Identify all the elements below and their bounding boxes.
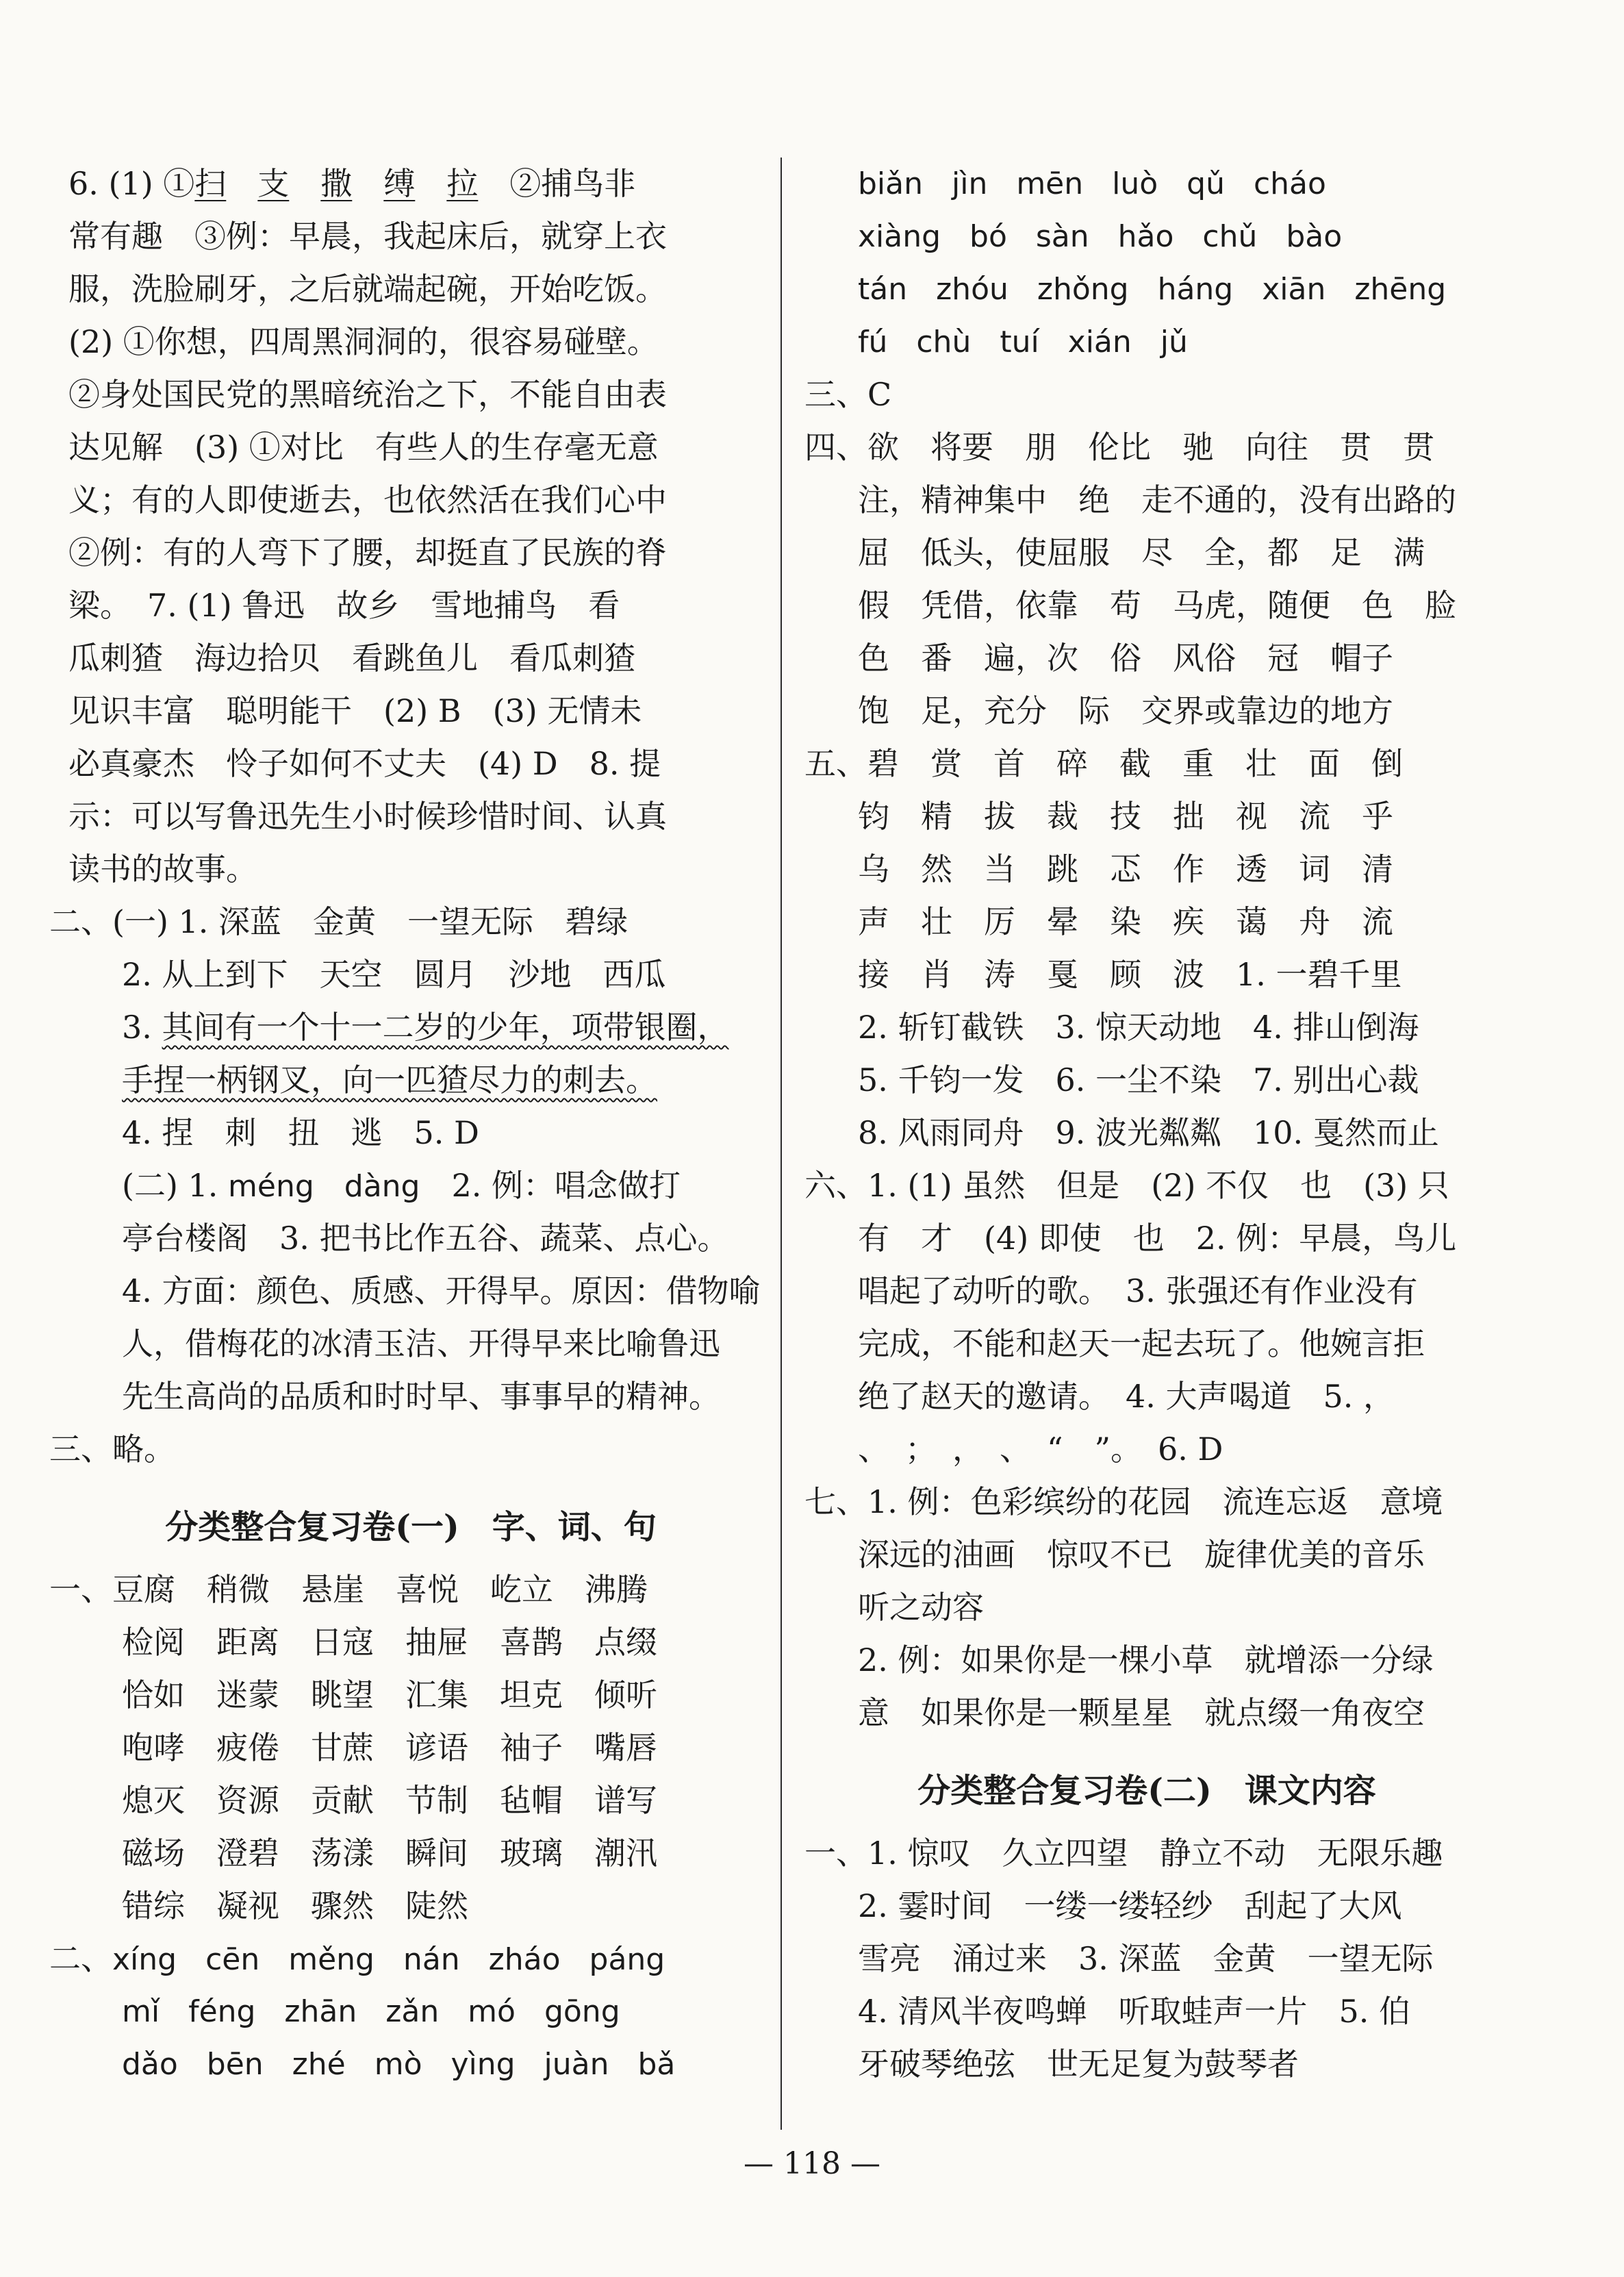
underlined-char: 撒 (320, 165, 353, 202)
pinyin-line: fú chù tuí xián jǔ (858, 325, 1188, 360)
answer-line: 听之动容 (858, 1589, 984, 1626)
underlined-char: 支 (257, 165, 290, 202)
answer-line: 读书的故事。 (68, 851, 257, 888)
answer-line: 六、1. (1) 虽然 但是 (2) 不仅 也 (3) 只 (804, 1167, 1449, 1204)
answer-line: 示：可以写鲁迅先生小时候珍惜时间、认真 (68, 798, 667, 835)
answer-line: 服，洗脸刷牙，之后就端起碗，开始吃饭。 (68, 271, 667, 307)
answer-line: 瓜刺猹 海边拾贝 看跳鱼儿 看瓜刺猹 (68, 640, 635, 677)
answer-line: 注，精神集中 绝 走不通的，没有出路的 (858, 481, 1456, 518)
answer-line: 有 才 (4) 即使 也 2. 例：早晨，鸟儿 (858, 1220, 1457, 1257)
answer-line: 深远的油画 惊叹不已 旋律优美的音乐 (858, 1536, 1425, 1573)
answer-line: 、 ； ， 、 “ ”。 6. D (858, 1431, 1223, 1468)
answer-line: 二、xíng cēn měng nán zháo páng (49, 1940, 665, 1977)
answer-line: 乌 然 当 跳 忑 作 透 词 清 (858, 851, 1393, 888)
answer-line: 咆哮 疲倦 甘蔗 谚语 袖子 嘴唇 (122, 1729, 657, 1766)
answer-line: 5. 千钧一发 6. 一尘不染 7. 别出心裁 (858, 1061, 1419, 1098)
answer-line: 四、欲 将要 朋 伦比 驰 向往 贯 贯 (804, 429, 1434, 466)
answer-line: (二) 1. méng dàng 2. 例：唱念做打 (122, 1167, 681, 1204)
pinyin-line: tán zhóu zhǒng háng xiān zhēng (858, 272, 1447, 307)
answer-line: 4. 清风半夜鸣蝉 听取蛙声一片 5. 伯 (858, 1993, 1411, 2030)
answer-line: 假 凭借，依靠 苟 马虎，随便 色 脸 (858, 587, 1456, 624)
pinyin-line: biǎn jìn mēn luò qǔ cháo (858, 166, 1326, 201)
underlined-char: 扫 (194, 165, 227, 202)
wavy-underlined-text: 其间有一个十一二岁的少年，项带银圈， (162, 1009, 729, 1046)
answer-line: 牙破琴绝弦 世无足复为鼓琴者 (858, 2046, 1299, 2083)
underlined-char: 拉 (446, 165, 479, 202)
answer-line: 二、(一) 1. 深蓝 金黄 一望无际 碧绿 (49, 903, 629, 940)
answer-line: 磁场 澄碧 荡漾 瞬间 玻璃 潮汛 (122, 1835, 657, 1872)
answer-line: 达见解 (3) ①对比 有些人的生存毫无意 (68, 429, 659, 466)
answer-line: ②例：有的人弯下了腰，却挺直了民族的脊 (68, 534, 667, 571)
answer-line: 3. 其间有一个十一二岁的少年，项带银圈， (122, 1009, 729, 1046)
answer-line: 常有趣 ③例：早晨，我起床后，就穿上衣 (68, 218, 667, 255)
answer-line (68, 1054, 753, 1107)
pinyin-line: xiàng bó sàn hǎo chǔ bào (858, 219, 1343, 254)
answer-line: 义；有的人即使逝去，也依然活在我们心中 (68, 481, 667, 518)
page-number: — 118 — (744, 2146, 880, 2181)
answer-line: 唱起了动听的歌。 3. 张强还有作业没有 (858, 1272, 1418, 1309)
pinyin-text: xíng cēn měng nán zháo páng (112, 1942, 665, 1977)
answer-line: 雪亮 涌过来 3. 深蓝 金黄 一望无际 (858, 1940, 1434, 1977)
answer-line: 色 番 遍，次 俗 风俗 冠 帽子 (858, 640, 1393, 677)
wavy-underlined-text: 手捏一柄钢叉，向一匹猹尽力的刺去。 (122, 1061, 657, 1098)
underlined-char: 缚 (383, 165, 416, 202)
answer-line: 意 如果你是一颗星星 就点缀一角夜空 (858, 1694, 1425, 1731)
answer-line: 屈 低头，使屈服 尽 全，都 足 满 (858, 534, 1425, 571)
right-column (804, 158, 1489, 2091)
answer-line: 2. 从上到下 天空 圆月 沙地 西瓜 (122, 956, 666, 993)
answer-line: 梁。 7. (1) 鲁迅 故乡 雪地捕鸟 看 (68, 587, 620, 624)
answer-line: 见识丰富 聪明能干 (2) B (3) 无情未 (68, 692, 642, 729)
answer-line: 6. (1) ①扫 支 撒 缚 拉 ②捕鸟非 (68, 165, 636, 202)
answer-line: 一、豆腐 稍微 悬崖 喜悦 屹立 沸腾 (49, 1571, 648, 1608)
answer-line: ②身处国民党的黑暗统治之下，不能自由表 (68, 376, 667, 413)
answer-line: 错综 凝视 骤然 陡然 (122, 1887, 468, 1924)
answer-line: 必真豪杰 怜子如何不丈夫 (4) D 8. 提 (68, 745, 661, 782)
pinyin-line: mǐ féng zhān zǎn mó gōng (122, 1994, 620, 2029)
section-heading: 分类整合复习卷(一) 字、词、句 (165, 1508, 657, 1546)
answer-line: 声 壮 厉 晕 染 疾 蔼 舟 流 (858, 903, 1393, 940)
answer-line: 熄灭 资源 贡献 节制 毡帽 谱写 (122, 1782, 657, 1819)
answer-line: 4. 捏 刺 扭 逃 5. D (122, 1114, 479, 1151)
answer-line: 人，借梅花的冰清玉洁、开得早来比喻鲁迅 (122, 1325, 720, 1362)
answer-line: 三、C (804, 376, 892, 413)
answer-line: 4. 方面：颜色、质感、开得早。原因：借物喻 (122, 1272, 761, 1309)
pinyin-line: dǎo bēn zhé mò yìng juàn bǎ (122, 2047, 676, 2082)
answer-line: 钧 精 拔 裁 技 拙 视 流 乎 (858, 798, 1393, 835)
answer-line: 先生高尚的品质和时时早、事事早的精神。 (122, 1378, 720, 1415)
answer-line: 检阅 距离 日寇 抽屉 喜鹊 点缀 (122, 1624, 657, 1661)
answer-line: 接 肖 涛 戛 顾 波 1. 一碧千里 (858, 956, 1402, 993)
answer-line: 2. 例：如果你是一棵小草 就增添一分绿 (858, 1641, 1434, 1678)
answer-line: 五、碧 赏 首 碎 截 重 壮 面 倒 (804, 745, 1403, 782)
answer-line: (2) ①你想，四周黑洞洞的，很容易碰壁。 (68, 323, 659, 360)
left-column (49, 158, 761, 2091)
answer-line: 8. 风雨同舟 9. 波光粼粼 10. 戛然而止 (858, 1114, 1439, 1151)
answer-line: 绝了赵天的邀请。 4. 大声喝道 5. ， (858, 1378, 1395, 1415)
answer-line: 2. 斩钉截铁 3. 惊天动地 4. 排山倒海 (858, 1009, 1419, 1046)
answer-line: 亭台楼阁 3. 把书比作五谷、蔬菜、点心。 (122, 1220, 729, 1257)
answer-line: 完成，不能和赵天一起去玩了。他婉言拒 (858, 1325, 1425, 1362)
answer-line: 2. 霎时间 一缕一缕轻纱 刮起了大风 (858, 1887, 1402, 1924)
answer-line: 饱 足，充分 际 交界或靠边的地方 (858, 692, 1393, 729)
column-divider (781, 158, 782, 2130)
answer-line: 一、1. 惊叹 久立四望 静立不动 无限乐趣 (804, 1835, 1443, 1872)
answer-line: 恰如 迷蒙 眺望 汇集 坦克 倾听 (122, 1676, 657, 1713)
pinyin-text: méng dàng (228, 1169, 420, 1204)
answer-line: 七、1. 例：色彩缤纷的花园 流连忘返 意境 (804, 1483, 1443, 1520)
section-heading: 分类整合复习卷(二) 课文内容 (917, 1772, 1376, 1810)
answer-line: 三、略。 (49, 1431, 175, 1468)
